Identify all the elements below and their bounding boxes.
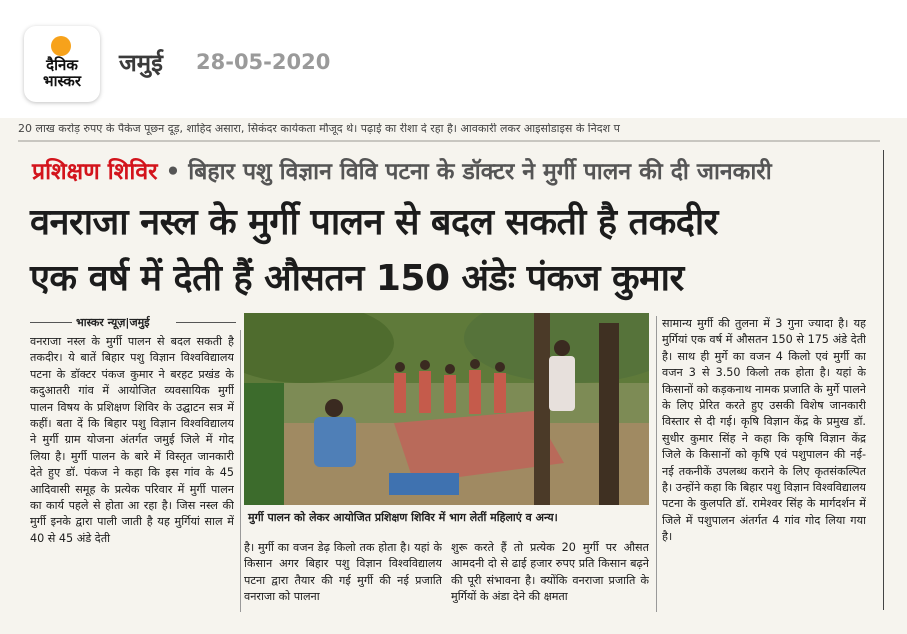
- section-divider: [18, 140, 880, 142]
- edition-date[interactable]: 28-05-2020: [196, 50, 331, 74]
- column-rule: [240, 330, 241, 612]
- logo-sun-icon: [51, 36, 71, 56]
- article-column-3: शुरू करते हैं तो प्रत्येक 20 मुर्गी पर औसत आमदनी दो से ढाई हजार रुपए प्रति किसान बढ़ने की पूरी संभावना है। क्योंकि वनराजा प्रजाति के मुर्गियों के अंडा देने की क्षमता: [451, 541, 649, 604]
- edition-city[interactable]: जमुई: [119, 49, 163, 77]
- kicker-label: प्रशिक्षण शिविर: [32, 159, 158, 185]
- article-photo: [244, 313, 649, 505]
- photo-caption: मुर्गी पालन को लेकर आयोजित प्रशिक्षण शिविर में भाग लेतीं महिलाएं व अन्य।: [248, 511, 558, 524]
- article-column-2: है। मुर्गी का वजन डेढ़ किलो तक होता है। यहां के किसान अगर बिहार पशु विज्ञान विश्वविद्यालय पटना द्वारा तैयार की गई मुर्गी की नई प्रजाति वनराजा को पालना: [244, 541, 442, 604]
- byline: भास्कर न्यूज़|जमुई: [76, 316, 150, 329]
- column-rule: [656, 316, 657, 612]
- byline-rule-left: [30, 322, 72, 323]
- logo-line-2: भास्कर: [43, 72, 81, 90]
- headline-line-1: वनराजा नस्ल के मुर्गी पालन से बदल सकती है तकदीर: [30, 202, 718, 243]
- dainik-bhaskar-logo[interactable]: [24, 26, 100, 102]
- logo-text: [24, 57, 100, 89]
- byline-rule-right: [176, 322, 236, 323]
- photo-illustration: [244, 313, 649, 505]
- article-column-4: सामान्य मुर्गी की तुलना में 3 गुना ज्यादा है। यह मुर्गियां एक वर्ष में औसतन 150 से 175 अंडे देती है। साथ ही मुर्गे का वजन 4 किलो एवं मुर्गी का वजन 3 से 3.50 किलो तक होता है। यहां के किसानों को कड़कनाथ नामक प्रजाति के मुर्गे पालने के लिए प्रेरित करते हुए उसकी विशेष जानकारी विस्तार से दी गई। कृषि विज्ञान केंद्र के प्रमुख डॉ. सुधीर कुमार सिंह ने कहा कि कृषि विज्ञान केंद्र जिले के किसानों को कृषि एवं पशुपालन की नई-नई तकनीकें उपलब्ध कराने के लिए कृतसंकल्पित है। उन्होंने कहा कि बिहार पशु विज्ञान विश्वविद्यालय पटना के कुलपति डॉ. रामेश्वर सिंह के मार्गदर्शन में जिले में पशुपालन अंतर्गत 4 गांव गोद लिया गया है।: [662, 317, 866, 544]
- previous-article-strip: 20 लाख करोड़ रुपए के पैकेज पूछन दूड़, शाहिद असारा, सिकंदर कार्यकता मौजूद थे। पढ़ाई का रीशा दे रहा है। आवकारी लकर आइसोडाइस के निदश प: [18, 123, 620, 135]
- adjacent-column-border: [883, 150, 907, 610]
- kicker: [32, 155, 772, 189]
- headline-line-2: एक वर्ष में देती हैं औसतन 150 अंडेः पंकज कुमार: [30, 258, 684, 299]
- logo-line-1: दैनिक: [46, 56, 78, 74]
- kicker-text: • बिहार पशु विज्ञान विवि पटना के डॉक्टर ने मुर्गी पालन की दी जानकारी: [165, 159, 772, 185]
- article-column-1: वनराजा नस्ल के मुर्गी पालन से बदल सकती है तकदीर। ये बातें बिहार पशु विज्ञान विश्वविद्यालय पटना के डॉक्टर पंकज कुमार ने बरहट प्रखंड के कदुआतरी गांव में आयोजित व्यवसायिक मुर्गी पालन विषय के प्रशिक्षण शिविर के उद्घाटन सत्र में कहीं। बता दें कि बिहार पशु विज्ञान विश्वविद्यालय ने मुर्गी ग्राम योजना अंतर्गत जमुई जिले में गोद लिया है। मुर्गी पालन के बारे में विस्तृत जानकारी देते हुए डॉ. पंकज ने कहा कि इस गांव के 45 आदिवासी समूह के प्रत्येक परिवार में मुर्गी पालन का कार्य पहले से होता आ रहा है। जिस नस्ल की मुर्गी इनके द्वारा पाली जाती है यह मुर्गियां साल में 40 से 45 अंडे देती: [30, 335, 234, 545]
